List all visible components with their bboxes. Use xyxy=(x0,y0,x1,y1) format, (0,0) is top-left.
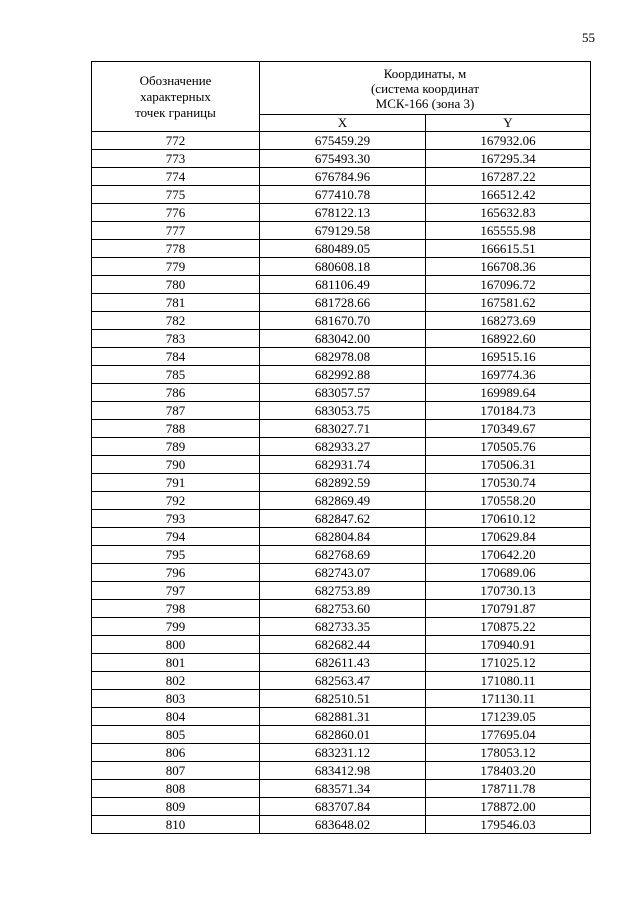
table-row xyxy=(92,348,591,366)
table-row xyxy=(92,438,591,456)
table-row xyxy=(92,744,591,762)
header-point-line-3: точек границы xyxy=(135,104,216,120)
point-id-cell: 775 xyxy=(92,186,260,204)
y-coordinate-cell: 170505.76 xyxy=(426,438,591,456)
table-row xyxy=(92,330,591,348)
y-coordinate-cell: 177695.04 xyxy=(426,726,591,744)
point-id-cell: 798 xyxy=(92,600,260,618)
y-coordinate-cell: 167096.72 xyxy=(426,276,591,294)
table-row xyxy=(92,186,591,204)
x-coordinate-cell: 683571.34 xyxy=(260,780,426,798)
table-row xyxy=(92,762,591,780)
point-id-cell: 783 xyxy=(92,330,260,348)
point-id-cell: 787 xyxy=(92,402,260,420)
y-coordinate-cell: 170184.73 xyxy=(426,402,591,420)
y-coordinate-cell: 166512.42 xyxy=(426,186,591,204)
table-header xyxy=(92,62,591,132)
y-coordinate-cell: 171239.05 xyxy=(426,708,591,726)
point-id-cell: 779 xyxy=(92,258,260,276)
table-row xyxy=(92,168,591,186)
x-coordinate-cell: 677410.78 xyxy=(260,186,426,204)
point-id-cell: 774 xyxy=(92,168,260,186)
x-coordinate-cell: 683027.71 xyxy=(260,420,426,438)
point-id-cell: 790 xyxy=(92,456,260,474)
table-row xyxy=(92,618,591,636)
x-coordinate-cell: 682743.07 xyxy=(260,564,426,582)
y-coordinate-cell: 168273.69 xyxy=(426,312,591,330)
table-row xyxy=(92,150,591,168)
y-coordinate-cell: 170610.12 xyxy=(426,510,591,528)
y-coordinate-cell: 170629.84 xyxy=(426,528,591,546)
y-coordinate-cell: 178403.20 xyxy=(426,762,591,780)
table-row xyxy=(92,564,591,582)
coordinates-table xyxy=(91,61,591,834)
x-coordinate-cell: 675459.29 xyxy=(260,132,426,150)
header-coords-line-1: Координаты, м xyxy=(383,65,467,81)
y-coordinate-cell: 170940.91 xyxy=(426,636,591,654)
point-id-cell: 792 xyxy=(92,492,260,510)
x-coordinate-cell: 683231.12 xyxy=(260,744,426,762)
table-row xyxy=(92,384,591,402)
x-coordinate-cell: 682611.43 xyxy=(260,654,426,672)
point-id-cell: 788 xyxy=(92,420,260,438)
table-row xyxy=(92,276,591,294)
x-coordinate-cell: 680489.05 xyxy=(260,240,426,258)
point-id-cell: 780 xyxy=(92,276,260,294)
header-y: Y xyxy=(426,115,591,132)
x-coordinate-cell: 682881.31 xyxy=(260,708,426,726)
y-coordinate-cell: 171130.11 xyxy=(426,690,591,708)
y-coordinate-cell: 170558.20 xyxy=(426,492,591,510)
y-coordinate-cell: 170642.20 xyxy=(426,546,591,564)
y-coordinate-cell: 170730.13 xyxy=(426,582,591,600)
x-coordinate-cell: 678122.13 xyxy=(260,204,426,222)
x-coordinate-cell: 682992.88 xyxy=(260,366,426,384)
table-row xyxy=(92,708,591,726)
table-row xyxy=(92,510,591,528)
point-id-cell: 799 xyxy=(92,618,260,636)
table-row xyxy=(92,492,591,510)
table-row xyxy=(92,366,591,384)
x-coordinate-cell: 682753.89 xyxy=(260,582,426,600)
x-coordinate-cell: 680608.18 xyxy=(260,258,426,276)
table-row xyxy=(92,402,591,420)
point-id-cell: 800 xyxy=(92,636,260,654)
y-coordinate-cell: 170530.74 xyxy=(426,474,591,492)
table-row xyxy=(92,456,591,474)
header-point-designation xyxy=(92,62,260,132)
point-id-cell: 795 xyxy=(92,546,260,564)
x-coordinate-cell: 683707.84 xyxy=(260,798,426,816)
table-row xyxy=(92,528,591,546)
table-row xyxy=(92,690,591,708)
table-row xyxy=(92,546,591,564)
point-id-cell: 789 xyxy=(92,438,260,456)
table-row xyxy=(92,312,591,330)
point-id-cell: 793 xyxy=(92,510,260,528)
x-coordinate-cell: 682804.84 xyxy=(260,528,426,546)
x-coordinate-cell: 682847.62 xyxy=(260,510,426,528)
x-coordinate-cell: 683042.00 xyxy=(260,330,426,348)
y-coordinate-cell: 170791.87 xyxy=(426,600,591,618)
x-coordinate-cell: 682563.47 xyxy=(260,672,426,690)
y-coordinate-cell: 167932.06 xyxy=(426,132,591,150)
point-id-cell: 782 xyxy=(92,312,260,330)
y-coordinate-cell: 169774.36 xyxy=(426,366,591,384)
y-coordinate-cell: 166708.36 xyxy=(426,258,591,276)
x-coordinate-cell: 681728.66 xyxy=(260,294,426,312)
table-row xyxy=(92,726,591,744)
point-id-cell: 809 xyxy=(92,798,260,816)
x-coordinate-cell: 682933.27 xyxy=(260,438,426,456)
table-row xyxy=(92,474,591,492)
point-id-cell: 796 xyxy=(92,564,260,582)
y-coordinate-cell: 167287.22 xyxy=(426,168,591,186)
y-coordinate-cell: 171080.11 xyxy=(426,672,591,690)
x-coordinate-cell: 679129.58 xyxy=(260,222,426,240)
point-id-cell: 776 xyxy=(92,204,260,222)
y-coordinate-cell: 178872.00 xyxy=(426,798,591,816)
table-row xyxy=(92,258,591,276)
header-point-line-1: Обозначение xyxy=(139,72,212,88)
point-id-cell: 784 xyxy=(92,348,260,366)
y-coordinate-cell: 170689.06 xyxy=(426,564,591,582)
y-coordinate-cell: 170349.67 xyxy=(426,420,591,438)
y-coordinate-cell: 168922.60 xyxy=(426,330,591,348)
table-row xyxy=(92,636,591,654)
y-coordinate-cell: 167581.62 xyxy=(426,294,591,312)
table-body xyxy=(92,132,591,834)
y-coordinate-cell: 170506.31 xyxy=(426,456,591,474)
x-coordinate-cell: 683412.98 xyxy=(260,762,426,780)
table-row xyxy=(92,798,591,816)
page-number: 55 xyxy=(582,30,595,45)
y-coordinate-cell: 169515.16 xyxy=(426,348,591,366)
header-x: X xyxy=(260,115,426,132)
point-id-cell: 807 xyxy=(92,762,260,780)
point-id-cell: 781 xyxy=(92,294,260,312)
y-coordinate-cell: 170875.22 xyxy=(426,618,591,636)
point-id-cell: 804 xyxy=(92,708,260,726)
point-id-cell: 777 xyxy=(92,222,260,240)
y-coordinate-cell: 167295.34 xyxy=(426,150,591,168)
x-coordinate-cell: 683057.57 xyxy=(260,384,426,402)
x-coordinate-cell: 682733.35 xyxy=(260,618,426,636)
point-id-cell: 806 xyxy=(92,744,260,762)
point-id-cell: 808 xyxy=(92,780,260,798)
table-row xyxy=(92,816,591,834)
point-id-cell: 801 xyxy=(92,654,260,672)
point-id-cell: 797 xyxy=(92,582,260,600)
x-coordinate-cell: 682682.44 xyxy=(260,636,426,654)
point-id-cell: 791 xyxy=(92,474,260,492)
x-coordinate-cell: 683648.02 xyxy=(260,816,426,834)
point-id-cell: 786 xyxy=(92,384,260,402)
point-id-cell: 802 xyxy=(92,672,260,690)
y-coordinate-cell: 169989.64 xyxy=(426,384,591,402)
x-coordinate-cell: 682860.01 xyxy=(260,726,426,744)
table-row xyxy=(92,132,591,150)
table-row xyxy=(92,294,591,312)
x-coordinate-cell: 682978.08 xyxy=(260,348,426,366)
y-coordinate-cell: 178711.78 xyxy=(426,780,591,798)
x-coordinate-cell: 676784.96 xyxy=(260,168,426,186)
x-coordinate-cell: 683053.75 xyxy=(260,402,426,420)
table-row xyxy=(92,240,591,258)
x-coordinate-cell: 681670.70 xyxy=(260,312,426,330)
table-row xyxy=(92,672,591,690)
point-id-cell: 785 xyxy=(92,366,260,384)
point-id-cell: 773 xyxy=(92,150,260,168)
point-id-cell: 778 xyxy=(92,240,260,258)
header-coordinates xyxy=(260,62,591,115)
x-coordinate-cell: 675493.30 xyxy=(260,150,426,168)
table-row xyxy=(92,204,591,222)
table-row xyxy=(92,582,591,600)
y-coordinate-cell: 166615.51 xyxy=(426,240,591,258)
y-coordinate-cell: 165555.98 xyxy=(426,222,591,240)
y-coordinate-cell: 171025.12 xyxy=(426,654,591,672)
x-coordinate-cell: 682892.59 xyxy=(260,474,426,492)
table-row xyxy=(92,222,591,240)
table-row xyxy=(92,654,591,672)
table-row xyxy=(92,600,591,618)
point-id-cell: 772 xyxy=(92,132,260,150)
table-row xyxy=(92,420,591,438)
point-id-cell: 805 xyxy=(92,726,260,744)
point-id-cell: 803 xyxy=(92,690,260,708)
y-coordinate-cell: 179546.03 xyxy=(426,816,591,834)
y-coordinate-cell: 178053.12 xyxy=(426,744,591,762)
table-row xyxy=(92,780,591,798)
header-coords-line-2: (система координат xyxy=(370,80,480,96)
point-id-cell: 794 xyxy=(92,528,260,546)
x-coordinate-cell: 682768.69 xyxy=(260,546,426,564)
x-coordinate-cell: 682510.51 xyxy=(260,690,426,708)
y-coordinate-cell: 165632.83 xyxy=(426,204,591,222)
x-coordinate-cell: 682753.60 xyxy=(260,600,426,618)
x-coordinate-cell: 681106.49 xyxy=(260,276,426,294)
point-id-cell: 810 xyxy=(92,816,260,834)
x-coordinate-cell: 682869.49 xyxy=(260,492,426,510)
x-coordinate-cell: 682931.74 xyxy=(260,456,426,474)
header-point-line-2: характерных xyxy=(140,88,211,104)
header-coords-line-3: МСК-166 (зона 3) xyxy=(375,95,475,111)
